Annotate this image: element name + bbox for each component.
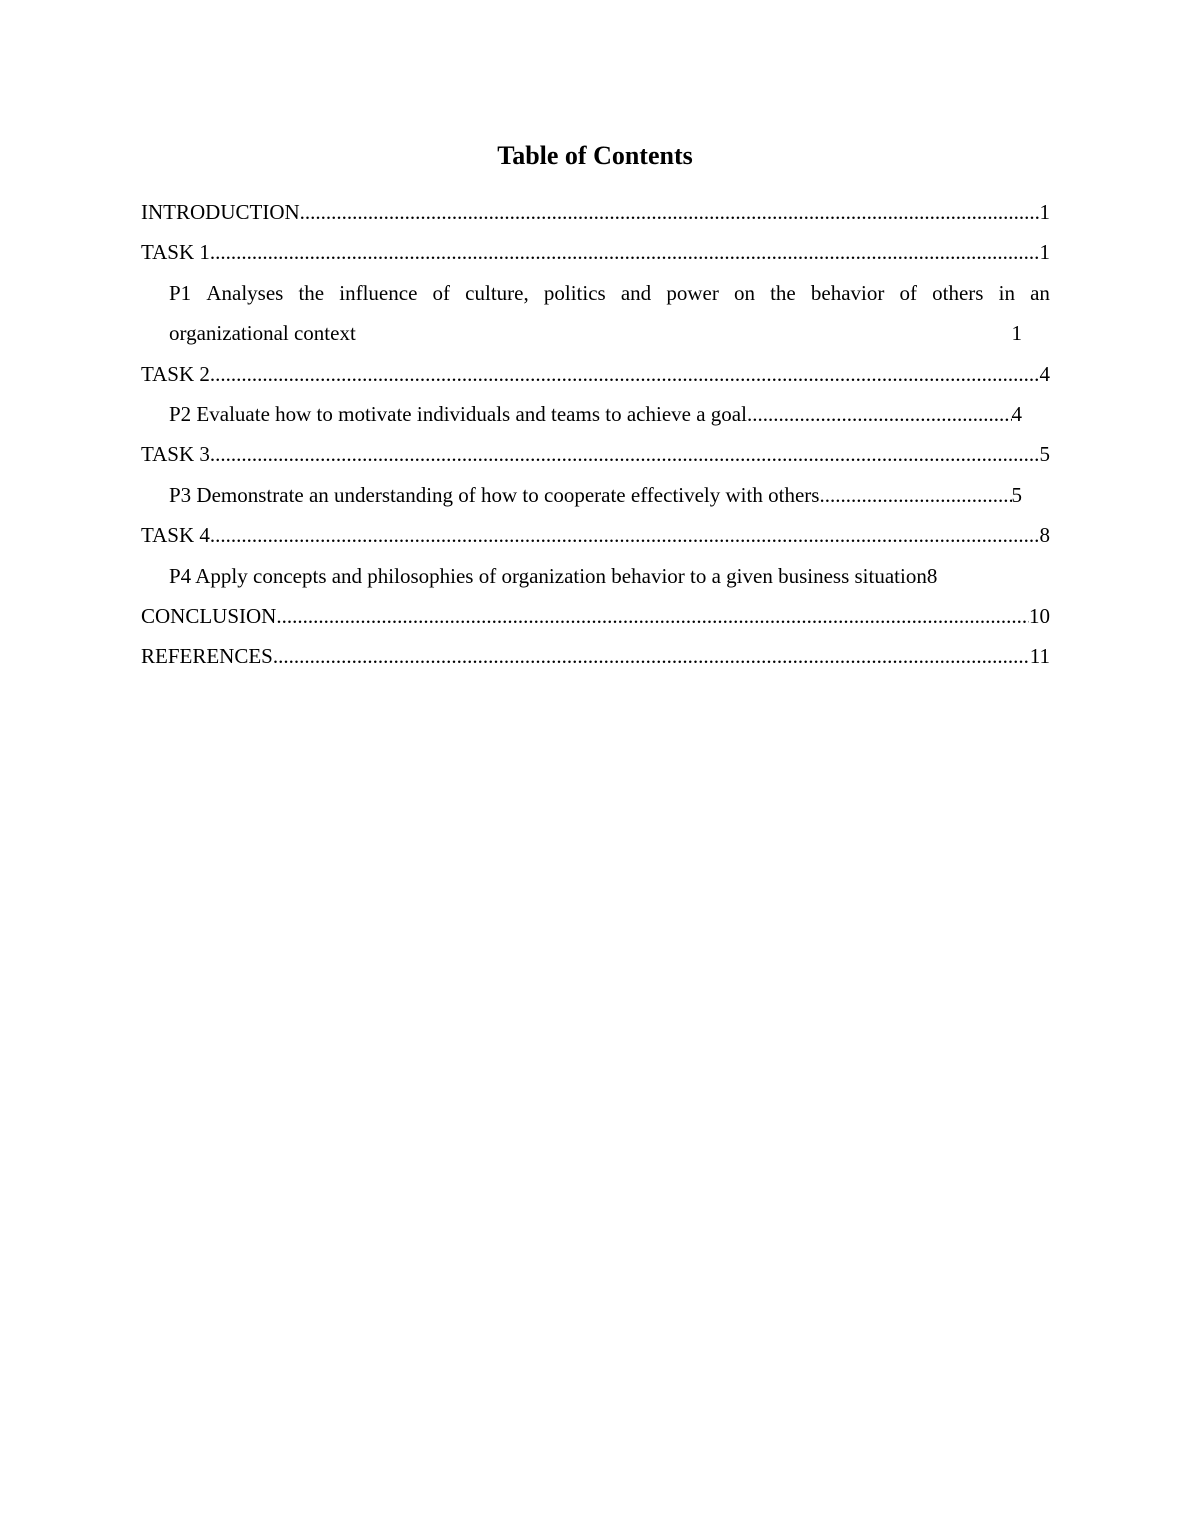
toc-entry-label: P2 Evaluate how to motivate individuals and teams to achieve a goal	[169, 401, 747, 426]
toc-page-number: 5	[1011, 482, 1022, 507]
toc-page-number: 1	[1011, 321, 1022, 346]
toc-leader-dots	[276, 596, 1029, 636]
toc-entry-label: INTRODUCTION	[141, 200, 300, 224]
toc-page-number: 10	[1029, 603, 1050, 628]
toc-leader-dots	[819, 475, 1011, 515]
toc-entry-label-line1: P1 Analyses the influence of culture, politics and power on the behavior of others in an	[169, 280, 1050, 305]
toc-page-number: 8	[926, 563, 938, 588]
toc-entry-label-line2: organizational context	[169, 321, 356, 346]
toc-page-number: 1	[1039, 240, 1050, 265]
toc-entry-task-3[interactable]	[141, 434, 1050, 474]
toc-page-number: 4	[1039, 361, 1050, 386]
toc-title: Table of Contents	[497, 141, 693, 170]
toc-entry-label: P3 Demonstrate an understanding of how to cooperate effectively with others	[169, 482, 820, 507]
toc-entry-introduction[interactable]	[141, 192, 1050, 232]
toc-leader-dots	[210, 354, 1040, 394]
toc-leader-dots	[300, 192, 1040, 232]
toc-entry-label: TASK 3	[141, 442, 210, 467]
toc-entry-label: P4 Apply concepts and philosophies of organization behavior to a given business situation	[169, 563, 927, 588]
toc-entry-label: TASK 2	[141, 361, 210, 386]
toc-entry-task-1[interactable]	[141, 232, 1050, 272]
toc-page-number: 5	[1039, 442, 1050, 467]
toc-leader-dots	[210, 515, 1040, 555]
toc-entry-label: TASK 4	[141, 523, 210, 548]
toc-entry-p2[interactable]	[141, 394, 1022, 434]
toc-entry-references[interactable]	[141, 636, 1050, 676]
toc-page-number: 4	[1011, 401, 1022, 426]
toc-page-number: 8	[1039, 523, 1050, 548]
toc-leader-dots	[210, 232, 1040, 272]
toc-page-number: 1	[1039, 200, 1050, 224]
toc-entry-p3[interactable]	[141, 475, 1022, 515]
toc-list	[141, 192, 1050, 677]
toc-entry-label: CONCLUSION	[141, 603, 277, 628]
toc-page-number: 11	[1029, 644, 1050, 669]
toc-entry-task-2[interactable]	[141, 354, 1050, 394]
toc-entry-label: TASK 1	[141, 240, 210, 265]
toc-entry-label: REFERENCES	[141, 644, 273, 669]
toc-leader-dots	[747, 394, 1012, 434]
toc-leader-dots	[273, 636, 1030, 676]
toc-entry-task-4[interactable]	[141, 515, 1050, 555]
toc-leader-dots	[210, 434, 1040, 474]
toc-entry-conclusion[interactable]	[141, 596, 1050, 636]
toc-entry-p1[interactable]	[141, 273, 1050, 354]
toc-entry-p4[interactable]	[141, 556, 1022, 596]
